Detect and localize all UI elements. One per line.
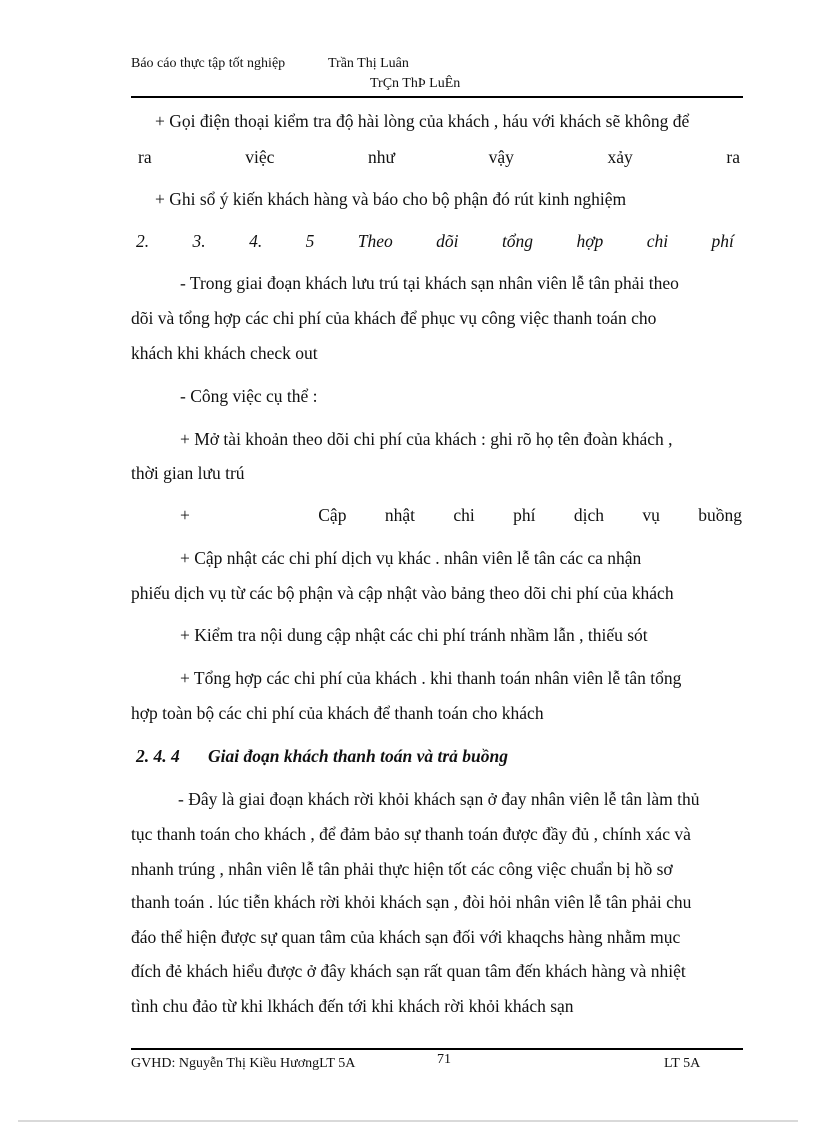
word: phí — [513, 505, 536, 525]
section-heading — [136, 745, 508, 767]
footer-supervisor: GVHD: Nguyễn Thị Kiều HươngLT 5A — [131, 1056, 356, 1071]
paragraph-3-line-1: - Đây là giai đoạn khách rời khỏi khách sạn ở đay nhân viên lễ tân làm thủ — [178, 789, 700, 809]
paragraph-1-line-1: - Trong giai đoạn khách lưu trú tại khách sạn nhân viên lễ tân phải theo — [180, 273, 679, 293]
word: ra — [138, 147, 152, 167]
paragraph-2: - Công việc cụ thể : — [180, 386, 318, 406]
paragraph-3-line-2: tục thanh toán cho khách , để đảm bảo sự thanh toán được đầy đủ , chính xác và — [131, 824, 691, 844]
word: ra — [726, 147, 740, 167]
item-5-line-2: hợp toàn bộ các chi phí của khách để thanh toán cho khách — [131, 703, 544, 723]
word: dõi — [436, 231, 459, 251]
word: như — [367, 147, 395, 167]
body-line-1: + Gọi điện thoại kiểm tra độ hài lòng của khách , háu với khách sẽ không để — [155, 111, 690, 131]
footer-class: LT 5A — [664, 1056, 701, 1071]
word: nhật — [384, 505, 415, 525]
section-heading-number: 2. 4. 4 — [136, 746, 180, 766]
word: chi — [453, 505, 475, 525]
paragraph-3-line-6: đích đẻ khách hiểu được ở đây khách sạn rất quan tâm đến khách hàng và nhiệt — [131, 961, 686, 981]
body-line-4-section-number — [136, 230, 734, 252]
word: 4. — [249, 231, 263, 251]
item-3-line-1: + Cập nhật các chi phí dịch vụ khác . nhân viên lễ tân các ca nhận — [180, 548, 642, 568]
paragraph-3-line-7: tình chu đảo từ khi lkhách đến tới khi khách rời khỏi khách sạn — [131, 996, 574, 1016]
body-line-2 — [138, 146, 740, 168]
word: 2. — [136, 231, 150, 251]
word: vụ — [642, 505, 660, 525]
footer-page-number: 71 — [437, 1052, 451, 1067]
item-3-line-2: phiếu dịch vụ từ các bộ phận và cập nhật vào bảng theo dõi chi phí của khách — [131, 583, 674, 603]
item-2 — [180, 504, 742, 526]
paragraph-1-line-2: dõi và tổng hợp các chi phí của khách để phục vụ công việc thanh toán cho — [131, 308, 657, 328]
word: 5 — [305, 231, 315, 251]
header-author: Trần Thị Luân — [328, 56, 409, 71]
word: hợp — [576, 231, 604, 251]
word: + — [180, 505, 190, 525]
word: phí — [711, 231, 734, 251]
section-heading-text: Giai đoạn khách thanh toán và trả buồng — [208, 746, 509, 766]
word: 3. — [192, 231, 206, 251]
word: vậy — [488, 147, 514, 167]
header-author-garbled: TrÇn ThÞ LuÊn — [370, 76, 461, 91]
paragraph-3-line-4: thanh toán . lúc tiễn khách rời khỏi khách sạn , đòi hỏi nhân viên lễ tân phải chu — [131, 892, 692, 912]
item-4: + Kiểm tra nội dung cập nhật các chi phí tránh nhầm lẫn , thiếu sót — [180, 625, 648, 645]
paragraph-3-line-5: đáo thể hiện được sự quan tâm của khách sạn đối với khaqchs hàng nhằm mục — [131, 927, 681, 947]
header-rule — [131, 96, 743, 98]
word: dịch — [573, 505, 604, 525]
word: chi — [646, 231, 669, 251]
word: tổng — [501, 231, 534, 251]
item-1-line-1: + Mở tài khoản theo dõi chi phí của khách : ghi rõ họ tên đoàn khách , — [180, 429, 673, 449]
word: Theo — [357, 231, 393, 251]
body-line-3: + Ghi sổ ý kiến khách hàng và báo cho bộ phận đó rút kinh nghiệm — [155, 189, 627, 209]
footer-rule — [131, 1048, 743, 1050]
word: Cập — [318, 505, 347, 525]
paragraph-1-line-3: khách khi khách check out — [131, 343, 318, 363]
paragraph-3-line-3: nhanh trúng , nhân viên lễ tân phải thực hiện tốt các công việc chuẩn bị hồ sơ — [131, 859, 673, 879]
word: xảy — [607, 147, 633, 167]
item-5-line-1: + Tổng hợp các chi phí của khách . khi thanh toán nhân viên lễ tân tổng — [180, 668, 682, 688]
word: buồng — [698, 505, 742, 525]
item-1-line-2: thời gian lưu trú — [131, 463, 245, 483]
scan-edge-mark — [18, 1120, 798, 1122]
header-report-title: Báo cáo thực tập tốt nghiệp — [131, 56, 286, 71]
word: việc — [245, 147, 275, 167]
